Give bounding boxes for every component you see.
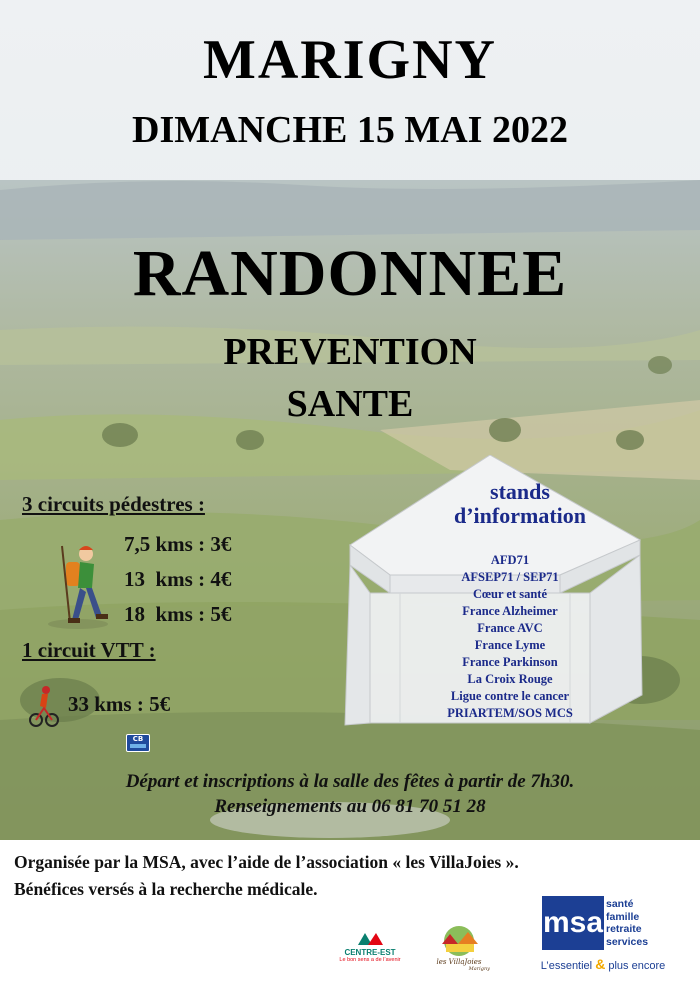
stand-item: AFD71 xyxy=(490,553,530,567)
credit-agricole-emblem-icon xyxy=(355,930,385,948)
event-title: RANDONNEE xyxy=(132,237,568,310)
stand-item: France AVC xyxy=(477,621,543,635)
circuit-row: 7,5 kms : 3€ xyxy=(124,532,232,556)
villajoies-emblem-icon xyxy=(428,924,490,958)
stand-item: France Alzheimer xyxy=(462,604,558,618)
msa-tagline-part-1: L’essentiel xyxy=(540,960,593,972)
stand-item: Ligue contre le cancer xyxy=(450,689,570,703)
msa-line: retraite xyxy=(606,923,642,935)
stand-item: AFSEP71 / SEP71 xyxy=(461,570,559,584)
msa-logo xyxy=(514,896,692,978)
villajoies-name: les VillaJoies xyxy=(436,958,482,966)
pedestrian-circuits-heading: 3 circuits pédestres : xyxy=(22,492,205,516)
town-title: MARIGNY xyxy=(203,29,497,91)
vtt-circuit-row: 33 kms : 5€ xyxy=(68,692,171,716)
stands-heading-line-1: stands xyxy=(490,479,550,504)
msa-services xyxy=(606,898,648,948)
stand-item: Cœur et santé xyxy=(472,587,548,601)
proceeds-text: Bénéfices versés à la recherche médicale. xyxy=(14,879,318,899)
villajoies-logo xyxy=(428,924,490,976)
contact-info: Renseignements au 06 81 70 51 28 xyxy=(214,796,486,817)
stand-item: PRIARTEM/SOS MCS xyxy=(447,706,573,720)
bank-card-icon xyxy=(126,734,150,752)
circuit-row: 13 kms : 4€ xyxy=(124,567,232,591)
msa-tagline xyxy=(514,956,692,972)
msa-line: santé xyxy=(606,898,634,910)
msa-line: famille xyxy=(606,910,640,923)
event-date: DIMANCHE 15 MAI 2022 xyxy=(132,109,568,151)
circuit-row: 18 kms : 5€ xyxy=(124,602,232,626)
stands-list xyxy=(400,552,620,722)
credit-agricole-slogan: Le bon sens a de l’avenir xyxy=(339,957,401,963)
hiker-icon xyxy=(42,542,114,630)
credit-agricole-name: CENTRE-EST xyxy=(344,948,396,957)
cyclist-icon xyxy=(28,684,60,728)
stand-item: France Parkinson xyxy=(462,655,558,669)
event-subtitle-2: SANTE xyxy=(286,383,414,425)
vtt-circuit-heading: 1 circuit VTT : xyxy=(22,638,156,662)
organizer-text: Organisée par la MSA, avec l’aide de l’association « les VillaJoies ». xyxy=(14,852,519,872)
stands-heading xyxy=(420,480,620,528)
stands-heading-line-2: d’information xyxy=(454,503,586,528)
card-stripe xyxy=(130,744,146,748)
departure-info: Départ et inscriptions à la salle des fêtes à partir de 7h30. xyxy=(125,771,575,792)
msa-tagline-part-2: plus encore xyxy=(608,960,666,972)
stand-item: La Croix Rouge xyxy=(467,672,553,686)
villajoies-sub: Marigny xyxy=(468,966,490,972)
msa-line: services xyxy=(606,935,649,948)
msa-logo-mark: msa xyxy=(542,896,604,950)
credit-agricole-logo xyxy=(330,930,410,976)
msa-tagline-ampersand: & xyxy=(595,956,606,972)
event-subtitle-1: PREVENTION xyxy=(223,331,477,373)
card-label: CB xyxy=(132,735,144,743)
stand-item: France Lyme xyxy=(474,638,546,652)
